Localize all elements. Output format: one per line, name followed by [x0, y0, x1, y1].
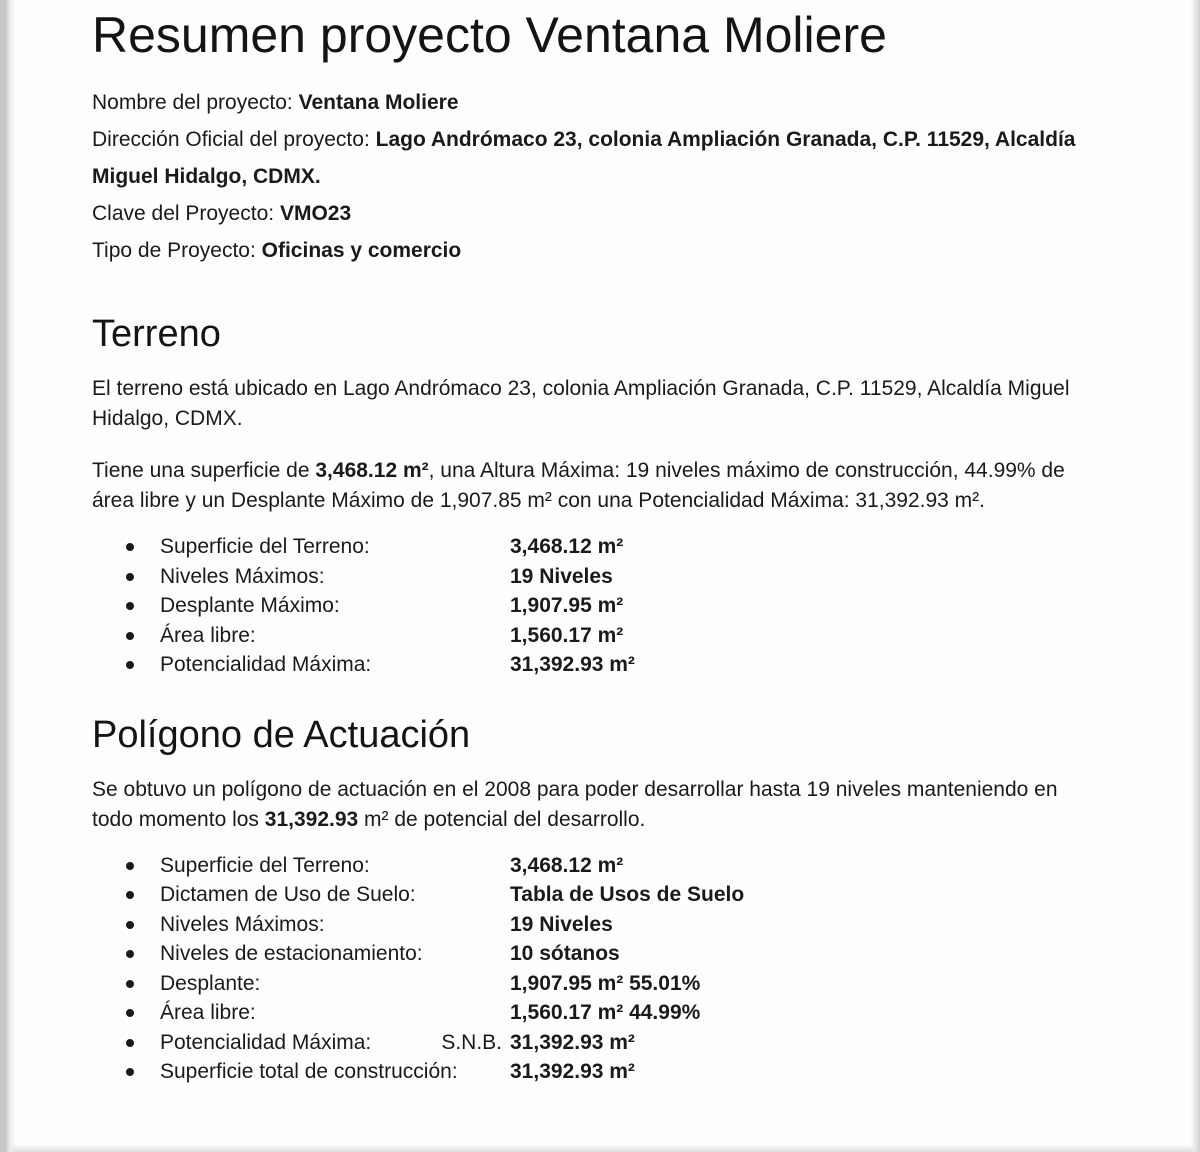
list-item-label-cell	[160, 880, 510, 910]
section-heading-terreno: Terreno	[92, 313, 221, 355]
bullet-icon	[126, 1039, 134, 1047]
terreno-data-list	[92, 532, 1100, 680]
paragraph-bold-segment: 31,392.93	[264, 807, 359, 831]
meta-value: VMO23	[279, 202, 352, 225]
list-item-label: Dictamen de Uso de Suelo:	[160, 883, 416, 906]
paragraph-bold-segment: 3,468.12 m²	[315, 459, 429, 482]
paragraph-segment: El terreno está ubicado en Lago Andrómaco 23, colonia Ampliación Granada, C.P. 11529, Alcaldía Miguel Hidalgo, CDMX.	[92, 377, 1070, 430]
list-item	[92, 910, 1100, 940]
meta-project-type	[92, 232, 1100, 269]
bullet-icon	[126, 1068, 134, 1076]
list-item-label-cell	[160, 939, 510, 969]
list-item-value: 1,907.95 m²	[510, 594, 624, 617]
list-item-label: Área libre:	[160, 1001, 256, 1024]
paragraph-segment: m² de potencial del desarrollo.	[358, 807, 646, 831]
list-item	[92, 969, 1100, 999]
meta-label: Dirección Oficial del proyecto:	[92, 128, 376, 151]
meta-label: Nombre del proyecto:	[92, 91, 299, 114]
bullet-icon	[126, 543, 134, 551]
list-item-value: 19 Niveles	[510, 912, 613, 936]
list-item	[92, 650, 1100, 680]
list-item-value: 1,560.17 m² 44.99%	[510, 1001, 701, 1024]
list-item-value: 10 sótanos	[510, 942, 620, 965]
list-item-label-cell	[160, 532, 510, 562]
list-item-value: 1,560.17 m²	[510, 623, 624, 647]
bullet-icon	[126, 602, 134, 610]
bullet-icon	[126, 950, 134, 958]
list-item-label: Superficie del Terreno:	[160, 535, 370, 558]
section-poligono-de-actuacion	[92, 712, 1100, 1087]
list-item	[92, 998, 1100, 1028]
bullet-icon	[126, 862, 134, 870]
list-item-label-cell	[160, 998, 510, 1028]
list-item-value: 31,392.93 m²	[510, 1060, 635, 1083]
meta-value: Oficinas y comercio	[261, 239, 462, 262]
meta-official-address	[92, 121, 1100, 195]
section-terreno	[92, 311, 1100, 680]
list-item-label-cell	[160, 650, 510, 680]
list-item-label: Superficie del Terreno:	[160, 853, 370, 877]
list-item-label: Potencialidad Máxima:	[160, 653, 372, 676]
list-item	[92, 851, 1100, 881]
list-item-label: Área libre:	[160, 623, 256, 647]
list-item-label-cell	[160, 910, 510, 940]
list-item-label-cell	[160, 969, 510, 999]
list-item-value: 31,392.93 m²	[510, 1030, 635, 1054]
list-item-value: 31,392.93 m²	[510, 653, 635, 676]
list-item	[92, 880, 1100, 910]
list-item-label: Niveles de estacionamiento:	[160, 942, 423, 965]
project-meta	[92, 84, 1100, 269]
list-item-label: Niveles Máximos:	[160, 912, 325, 936]
list-item	[92, 532, 1100, 562]
bullet-icon	[126, 632, 134, 640]
terreno-location-paragraph	[92, 374, 1100, 434]
list-item-label: Superficie total de construcción:	[160, 1060, 458, 1083]
list-item-label-cell	[160, 591, 510, 621]
section-heading-poligono: Polígono de Actuación	[92, 713, 471, 756]
list-item	[92, 621, 1100, 651]
list-item-label-cell	[160, 851, 510, 881]
bullet-icon	[126, 921, 134, 929]
list-item-value: 1,907.95 m² 55.01%	[510, 971, 701, 995]
terreno-surface-paragraph	[92, 456, 1100, 516]
list-item-label: Potencialidad Máxima:	[160, 1030, 372, 1054]
list-item-label: Desplante:	[160, 971, 261, 995]
list-item-label-cell	[160, 621, 510, 651]
list-item-value: 19 Niveles	[510, 564, 613, 588]
page-bottom-edge-shadow	[0, 1144, 1200, 1152]
bullet-icon	[126, 573, 134, 581]
meta-value: Lago Andrómaco 23, colonia Ampliación Granada, C.P. 11529, Alcaldía Miguel Hidalgo, CDMX.	[92, 128, 1076, 188]
bullet-icon	[126, 891, 134, 899]
list-item	[92, 939, 1100, 969]
list-item-label-cell	[160, 1028, 510, 1058]
bullet-icon	[126, 980, 134, 988]
list-item-value: 3,468.12 m²	[510, 853, 624, 877]
list-item-value: 3,468.12 m²	[510, 535, 624, 558]
list-item-prefix: S.N.B.	[441, 1030, 502, 1054]
meta-label: Clave del Proyecto:	[92, 202, 280, 225]
document-title: Resumen proyecto Ventana Moliere	[92, 7, 887, 63]
meta-value: Ventana Moliere	[298, 91, 459, 114]
list-item	[92, 591, 1100, 621]
list-item-label-cell	[160, 562, 510, 592]
list-item-label-cell	[160, 1057, 510, 1087]
poligono-data-list	[92, 851, 1100, 1087]
list-item-label: Desplante Máximo:	[160, 594, 340, 617]
meta-label: Tipo de Proyecto:	[92, 239, 262, 262]
bullet-icon	[126, 1009, 134, 1017]
list-item	[92, 1028, 1100, 1058]
meta-project-name	[92, 84, 1100, 121]
paragraph-segment: Se obtuvo un polígono de actuación en el 2008 para poder desarrollar hasta 19 niveles manteniendo en todo momento los	[92, 777, 1058, 831]
list-item-label: Niveles Máximos:	[160, 564, 325, 588]
paragraph-segment: Tiene una superficie de	[92, 459, 316, 482]
list-item-value: Tabla de Usos de Suelo	[510, 883, 745, 906]
bullet-icon	[126, 661, 134, 669]
meta-project-key	[92, 195, 1100, 232]
list-item	[92, 562, 1100, 592]
paragraph-segment: , una Altura Máxima: 19 niveles máximo de construcción, 44.99% de área libre y un Desplante Máximo de 1,907.85 m² con una Potencialidad Máxima: 31,392.93 m².	[92, 459, 1065, 512]
list-item	[92, 1057, 1100, 1087]
poligono-paragraph	[92, 775, 1100, 835]
